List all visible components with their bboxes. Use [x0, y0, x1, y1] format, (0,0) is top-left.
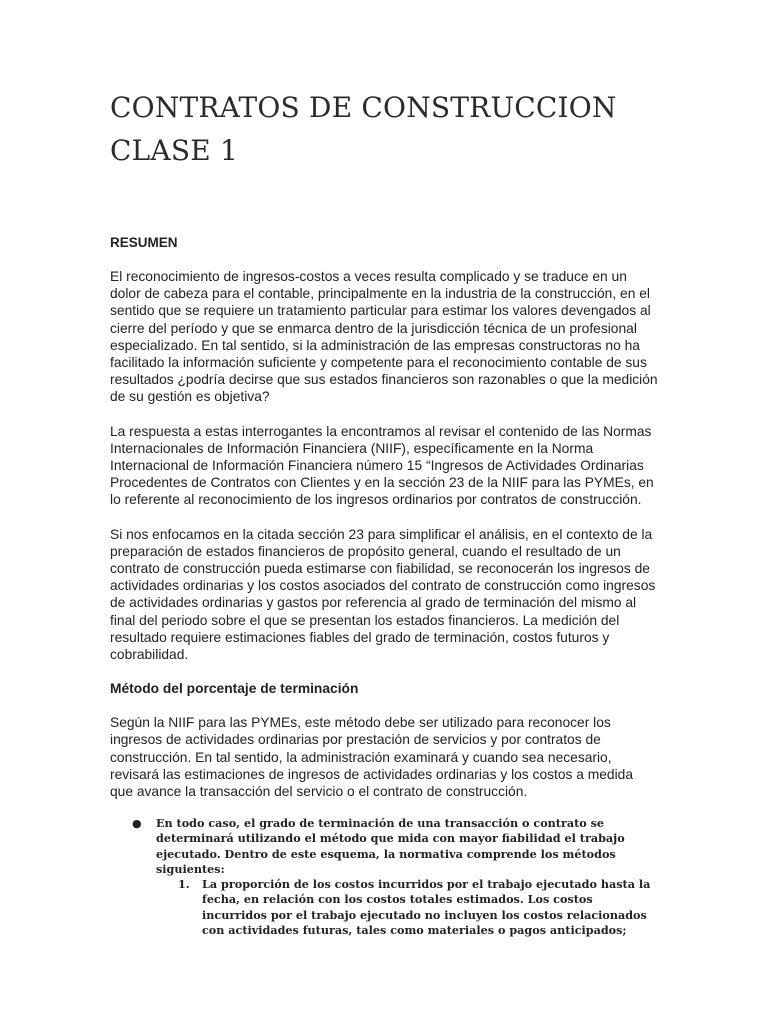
bullet-list — [110, 816, 658, 938]
method-paragraph: Según la NIIF para las PYMEs, este método debe ser utilizado para reconocer los ingresos de actividades ordinarias por prestación de servicios y por contratos de construcción. En tal sentido, la administración examinará y cuando sea necesario, revisará las estimaciones de ingresos de actividades ordinarias y los costos a medida que avance la transacción del servicio o el contrato de construcción. — [110, 715, 634, 800]
paragraph-3: Si nos enfocamos en la citada sección 23 para simplificar el análisis, en el contexto de la preparación de estados financieros de propósito general, cuando el resultado de un contrato de construcción pueda estimarse con fiabilidad, se reconocerán los ingresos de actividades ordinarias y los costos asociados del contrato de construcción como ingresos de actividades ordinarias y gastos por referencia al grado de terminación del mismo al final del periodo sobre el que se presentan los estados financieros. La medición del resultado requiere estimaciones fiables del grado de terminación, costos futuros y cobrabilidad. — [110, 526, 656, 663]
list-item — [178, 877, 658, 938]
paragraph-2: La respuesta a estas interrogantes la encontramos al revisar el contenido de las Normas Internacionales de Información Financiera (NIIF), específicamente en la Norma Internacional de Información Financiera número 15 “Ingresos de Actividades Ordinarias Procedentes de Contratos con Clientes y en la sección 23 de la NIIF para las PYMEs, en lo referente al reconocimiento de los ingresos ordinarios por contratos de construcción. — [110, 423, 654, 508]
numbered-list — [156, 877, 658, 938]
number-marker: 1. — [178, 877, 190, 892]
paragraph-1: El reconocimiento de ingresos-costos a veces resulta complicado y se traduce en un dolor de cabeza para el contable, principalmente en la industria de la construcción, en el sentido que se requiere un tratamiento particular para estimar los valores devengados al cierre del período y que se enmarca dentro de la jurisdicción técnica de un profesional especializado. En tal sentido, si la administración de las empresas constructoras no ha facilitado la información suficiente y competente para el reconocimiento contable de sus resultados ¿podría decirse que sus estados financieros son razonables o que la medición de su gestión es objetiva? — [110, 269, 658, 405]
method-heading: Método del porcentaje de terminación — [110, 681, 359, 697]
title-line-1: CONTRATOS DE CONSTRUCCION — [110, 91, 617, 124]
document-page — [110, 86, 658, 938]
list-item — [132, 816, 658, 938]
title-line-2: CLASE 1 — [110, 134, 238, 167]
numbered-text: La proporción de los costos incurridos por el trabajo ejecutado hasta la fecha, en relación con los costos totales estimados. Los costos incurridos por el trabajo ejecutado no incluyen los costos relacionados con actividades futuras, tales como materiales o pagos anticipados; — [202, 877, 651, 937]
summary-heading: RESUMEN — [110, 235, 178, 250]
document-title — [110, 86, 658, 172]
bullet-text: En todo caso, el grado de terminación de una transacción o contrato se determinará utilizando el método que mida con mayor fiabilidad el trabajo ejecutado. Dentro de este esquema, la normativa comprende los métodos siguientes: — [156, 816, 625, 876]
bullet-marker: ● — [132, 817, 142, 831]
